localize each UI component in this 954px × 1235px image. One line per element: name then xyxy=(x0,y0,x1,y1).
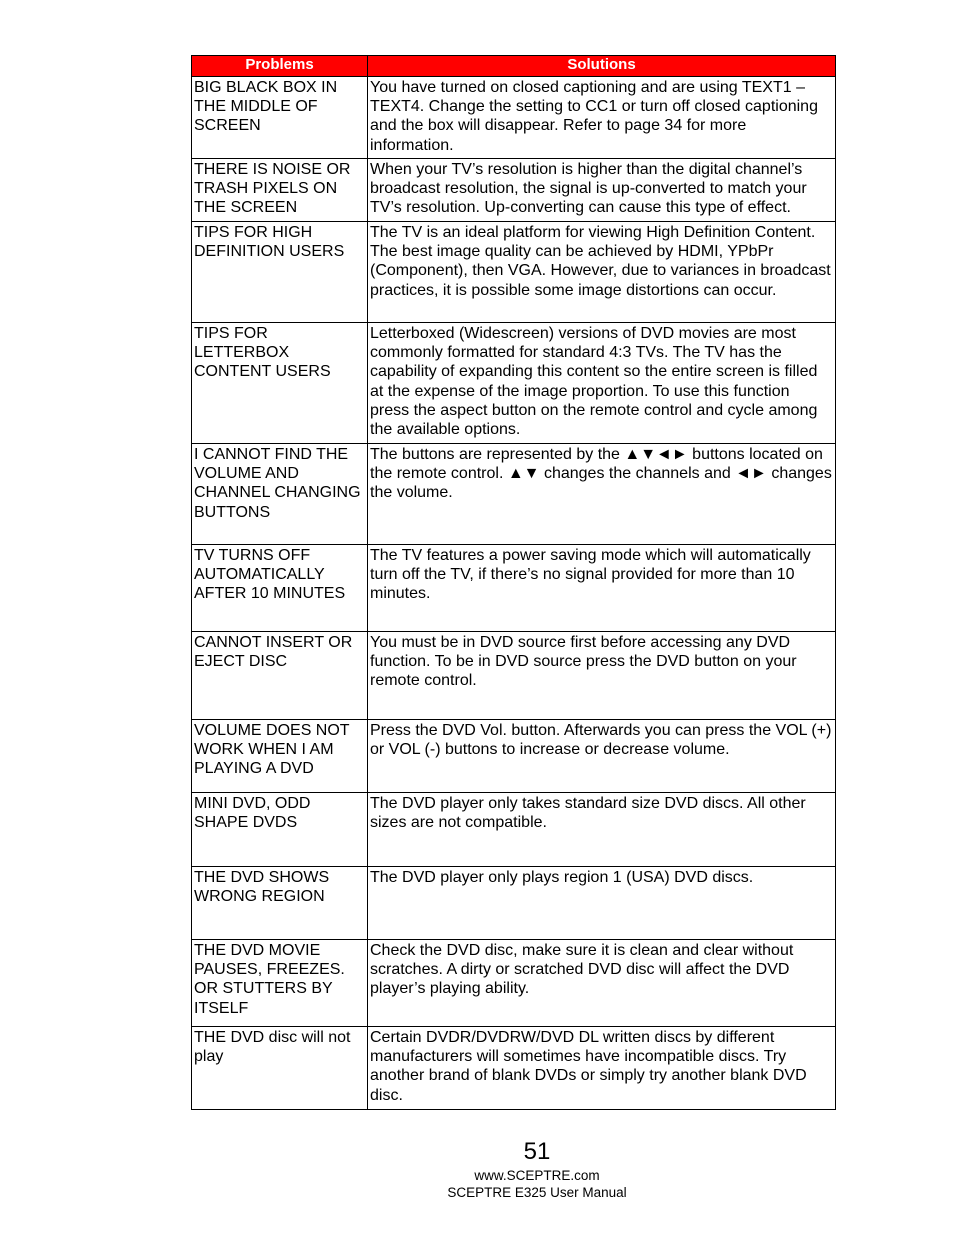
solution-cell: Letterboxed (Widescreen) versions of DVD movies are most commonly formatted for standard 4:3 TVs. The TV has the capability of expanding this content so the entire screen is filled at the expense of the image proportion. To use this function press the aspect button on the remote control and cycle among the available options. xyxy=(368,323,836,444)
problem-cell: TIPS FOR LETTERBOX CONTENT USERS xyxy=(192,323,368,444)
table-row xyxy=(192,323,836,444)
solution-cell: The DVD player only plays region 1 (USA) DVD discs. xyxy=(368,867,836,940)
table-row xyxy=(192,545,836,632)
problem-cell: MINI DVD, ODD SHAPE DVDS xyxy=(192,793,368,867)
table-header-row xyxy=(192,56,836,77)
problem-cell: BIG BLACK BOX IN THE MIDDLE OF SCREEN xyxy=(192,77,368,159)
problem-cell: VOLUME DOES NOT WORK WHEN I AM PLAYING A DVD xyxy=(192,720,368,793)
table-row xyxy=(192,159,836,222)
problem-cell: I CANNOT FIND THE VOLUME AND CHANNEL CHANGING BUTTONS xyxy=(192,444,368,545)
troubleshooting-table xyxy=(191,55,836,1110)
table-row xyxy=(192,1027,836,1110)
problem-cell: THE DVD MOVIE PAUSES, FREEZES. OR STUTTERS BY ITSELF xyxy=(192,940,368,1027)
solution-cell: The TV features a power saving mode which will automatically turn off the TV, if there’s no signal provided for more than 10 minutes. xyxy=(368,545,836,632)
manual-title: SCEPTRE E325 User Manual xyxy=(447,1185,627,1200)
problem-cell: THE DVD disc will not play xyxy=(192,1027,368,1110)
table-row xyxy=(192,77,836,159)
page-number: 51 xyxy=(523,1138,551,1165)
solution-cell: You must be in DVD source first before accessing any DVD function. To be in DVD source press the DVD button on your remote control. xyxy=(368,632,836,720)
solutions-column-header: Solutions xyxy=(368,56,836,77)
problems-column-header: Problems xyxy=(192,56,368,77)
problem-cell: TIPS FOR HIGH DEFINITION USERS xyxy=(192,222,368,323)
solution-cell: The DVD player only takes standard size DVD discs. All other sizes are not compatible. xyxy=(368,793,836,867)
table-row xyxy=(192,793,836,867)
solution-cell: Check the DVD disc, make sure it is clean and clear without scratches. A dirty or scratched DVD disc will affect the DVD player’s playing ability. xyxy=(368,940,836,1027)
solution-cell: The buttons are represented by the ▲▼◄► buttons located on the remote control. ▲▼ changes the channels and ◄► changes the volume. xyxy=(368,444,836,545)
solution-cell: Certain DVDR/DVDRW/DVD DL written discs by different manufacturers will sometimes have incompatible discs. Try another brand of blank DVDs or simply try another blank DVD disc. xyxy=(368,1027,836,1110)
solution-cell: The TV is an ideal platform for viewing High Definition Content. The best image quality can be achieved by HDMI, YPbPr (Component), then VGA. However, due to variances in broadcast practices, it is possible some image distortions can occur. xyxy=(368,222,836,323)
problem-cell: THE DVD SHOWS WRONG REGION xyxy=(192,867,368,940)
solution-cell: Press the DVD Vol. button. Afterwards you can press the VOL (+) or VOL (-) buttons to increase or decrease volume. xyxy=(368,720,836,793)
table-row xyxy=(192,940,836,1027)
table-row xyxy=(192,632,836,720)
problem-cell: THERE IS NOISE OR TRASH PIXELS ON THE SCREEN xyxy=(192,159,368,222)
website-url: www.SCEPTRE.com xyxy=(474,1168,600,1183)
table-row xyxy=(192,720,836,793)
solution-cell: When your TV’s resolution is higher than the digital channel’s broadcast resolution, the signal is up-converted to match your TV’s resolution. Up-converting can cause this type of effect. xyxy=(368,159,836,222)
problem-cell: TV TURNS OFF AUTOMATICALLY AFTER 10 MINUTES xyxy=(192,545,368,632)
table-row xyxy=(192,222,836,323)
problem-cell: CANNOT INSERT OR EJECT DISC xyxy=(192,632,368,720)
table-row xyxy=(192,444,836,545)
table-row xyxy=(192,867,836,940)
solution-cell: You have turned on closed captioning and are using TEXT1 – TEXT4. Change the setting to CC1 or turn off closed captioning and the box will disappear. Refer to page 34 for more information. xyxy=(368,77,836,159)
